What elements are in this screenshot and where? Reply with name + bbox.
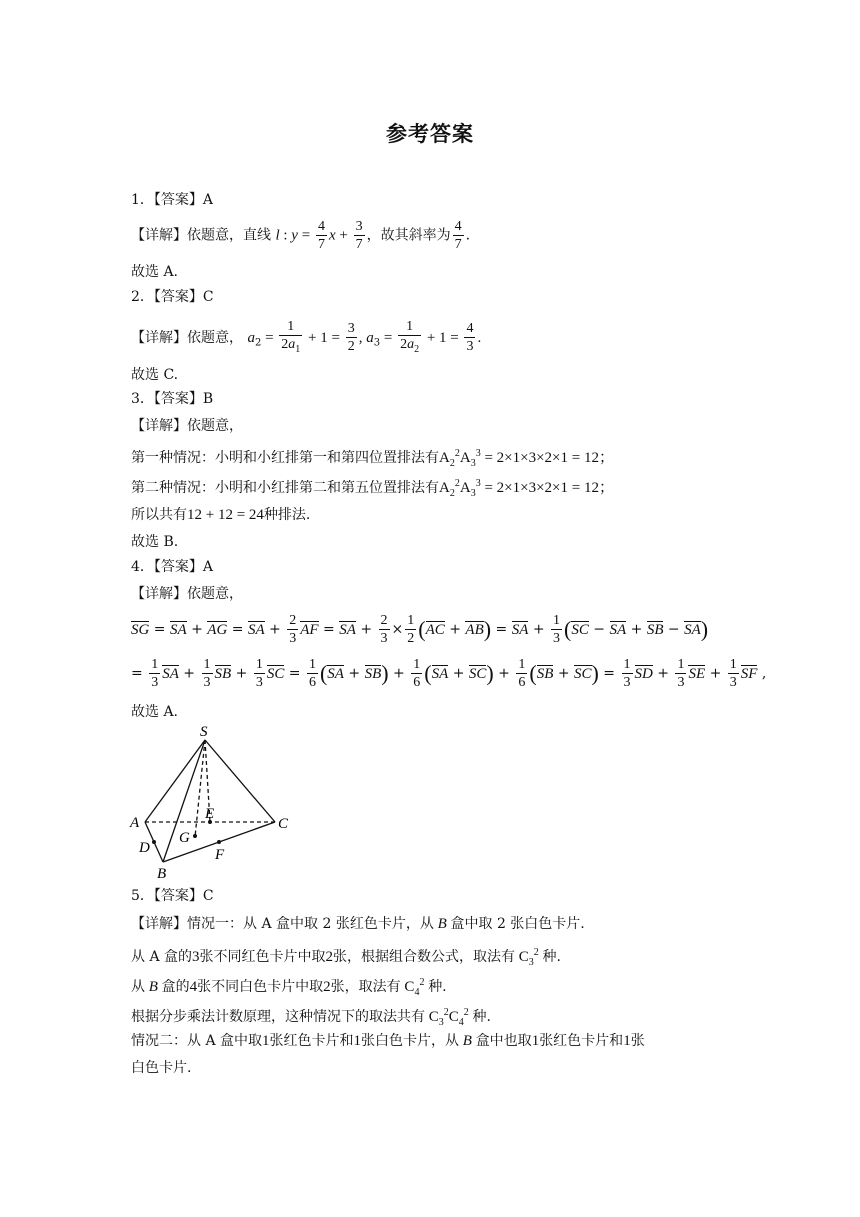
q5-line1: 【详解】情况一：从 A 盒中取 2 张红色卡片，从 B 盒中取 2 张白色卡片. [131, 916, 585, 932]
q1-conclusion: 故选 A. [131, 264, 179, 280]
q1-answer: 1．【答案】A [131, 192, 214, 208]
q2-detail: 【详解】依题意， $a_2$ = $\frac{1}{2a_1}$ + 1 = $\frac{3}{2}$ , $a_3$ = $\frac{1}{2a_2}$ + 1 = $\frac{4}{3}$ . [131, 319, 482, 355]
page-title: 参考答案 [386, 122, 474, 146]
q3-conclusion: 故选 B. [131, 534, 179, 550]
label-c: C [278, 816, 289, 832]
q4-equation-line2: = $\frac{1}{3}$ SA + $\frac{1}{3}$ SB + $\frac{1}{3}$ SC = $\frac{1}{6}$ (SA + SB) + $\frac{1}{6}$ (SA + SC) + $\frac{1}{6}$ (SB + SC) = $\frac{1}{3}$ SD + $\frac{1}{3}$ SE + $\frac{1}{3}$ SF , [131, 657, 767, 690]
label-s: S [200, 724, 208, 740]
q5-line6: 白色卡片. [131, 1060, 192, 1076]
q4-detail: 【详解】依题意， [131, 586, 243, 602]
label-b: B [157, 866, 167, 882]
q3-total: 所以共有12 + 12 = 24种排法. [131, 507, 311, 523]
q3-case1: 第一种情况：小明和小红排第一和第四位置排法有$A_2^2A_3^3 = 2\times 1\times 3\times 2\times 1 = 12$； [131, 448, 614, 469]
q4-conclusion: 故选 A. [131, 704, 179, 720]
q5-answer: 5．【答案】C [131, 888, 214, 904]
label-e: E [205, 806, 215, 822]
q2-answer: 2．【答案】C [131, 289, 214, 305]
q1-detail: 【详解】依题意，直线 l : y = $\frac{4}{7}$ x + $\frac{3}{7}$ ，故其斜率为 $\frac{4}{7}$ . [131, 219, 471, 252]
q4-equation-line1: SG = SA + AG = SA + $\frac{2}{3}$ AF = SA + $\frac{2}{3}$ × $\frac{1}{2}$ (AC + AB) = SA + $\frac{1}{3}$ (SC − SA + SB − SA) [131, 613, 709, 646]
q5-line2: 从 A 盒的3张不同红色卡片中取2张，根据组合数公式，取法有 $C_3^2$ 种. [131, 947, 561, 968]
q5-line4: 根据分步乘法计数原理，这种情况下的取法共有 $C_3^2C_4^2$ 种. [131, 1007, 491, 1028]
q5-line5: 情况二：从 A 盒中取1张红色卡片和1张白色卡片，从 B 盒中也取1张红色卡片和1张 [131, 1033, 645, 1049]
label-g: G [179, 830, 190, 846]
q5-line3: 从 B 盒的4张不同白色卡片中取2张，取法有 $C_4^2$ 种. [131, 977, 447, 998]
label-a: A [130, 815, 140, 831]
q3-case2: 第二种情况：小明和小红排第二和第五位置排法有$A_2^2A_3^3 = 2\times 1\times 3\times 2\times 1 = 12$； [131, 478, 614, 499]
tetrahedron-figure [125, 722, 305, 882]
q2-conclusion: 故选 C. [131, 367, 179, 383]
q3-answer: 3．【答案】B [131, 391, 214, 407]
q3-detail: 【详解】依题意， [131, 418, 243, 434]
label-f: F [215, 847, 225, 863]
label-d: D [139, 840, 150, 856]
q4-answer: 4．【答案】A [131, 559, 214, 575]
